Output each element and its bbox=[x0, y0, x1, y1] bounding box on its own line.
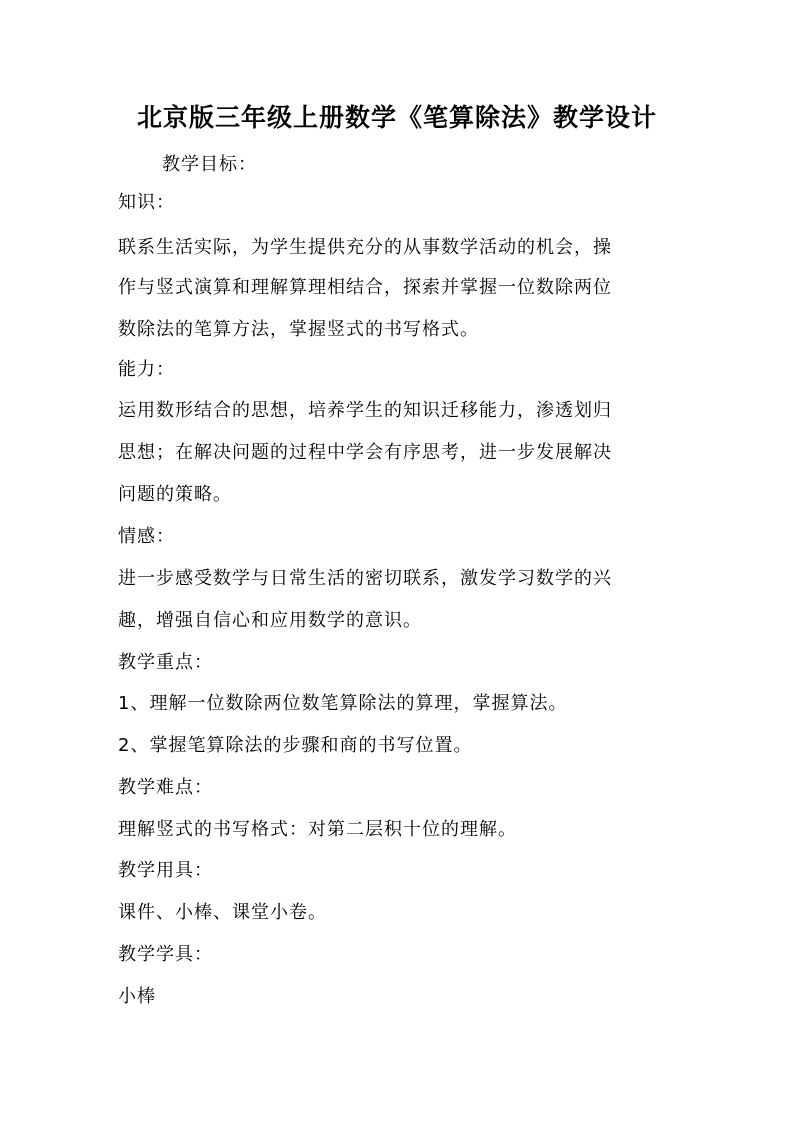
document-title: 北京版三年级上册数学《笔算除法》教学设计 bbox=[136, 103, 657, 132]
ability-text-line: 运用数形结合的思想，培养学生的知识迁移能力，渗透划归 bbox=[118, 400, 612, 421]
knowledge-text-line: 联系生活实际，为学生提供充分的从事数学活动的机会，操 bbox=[118, 237, 612, 258]
knowledge-text-line: 数除法的笔算方法，掌握竖式的书写格式。 bbox=[118, 319, 479, 340]
key-point-item: 2、掌握笔算除法的步骤和商的书写位置。 bbox=[118, 735, 473, 756]
learning-tools-text: 小棒 bbox=[118, 986, 156, 1007]
ability-text-line: 问题的策略。 bbox=[118, 484, 232, 505]
teaching-tools-text: 课件、小棒、课堂小卷。 bbox=[118, 902, 327, 923]
difficulty-text: 理解竖式的书写格式：对第二层积十位的理解。 bbox=[118, 819, 517, 840]
key-point-item: 1、理解一位数除两位数笔算除法的算理，掌握算法。 bbox=[118, 693, 568, 714]
ability-heading: 能力： bbox=[118, 359, 175, 380]
emotion-heading: 情感： bbox=[118, 526, 175, 547]
objectives-heading: 教学目标： bbox=[162, 154, 257, 175]
knowledge-text-line: 作与竖式演算和理解算理相结合，探索并掌握一位数除两位 bbox=[118, 277, 612, 298]
key-points-heading: 教学重点： bbox=[118, 652, 213, 673]
teaching-tools-heading: 教学用具： bbox=[118, 860, 213, 881]
ability-text-line: 思想；在解决问题的过程中学会有序思考，进一步发展解决 bbox=[118, 442, 612, 463]
learning-tools-heading: 教学学具： bbox=[118, 944, 213, 965]
emotion-text-line: 趣，增强自信心和应用数学的意识。 bbox=[118, 610, 422, 631]
knowledge-heading: 知识： bbox=[118, 192, 175, 213]
difficulty-heading: 教学难点： bbox=[118, 777, 213, 798]
emotion-text-line: 进一步感受数学与日常生活的密切联系，激发学习数学的兴 bbox=[118, 568, 612, 589]
